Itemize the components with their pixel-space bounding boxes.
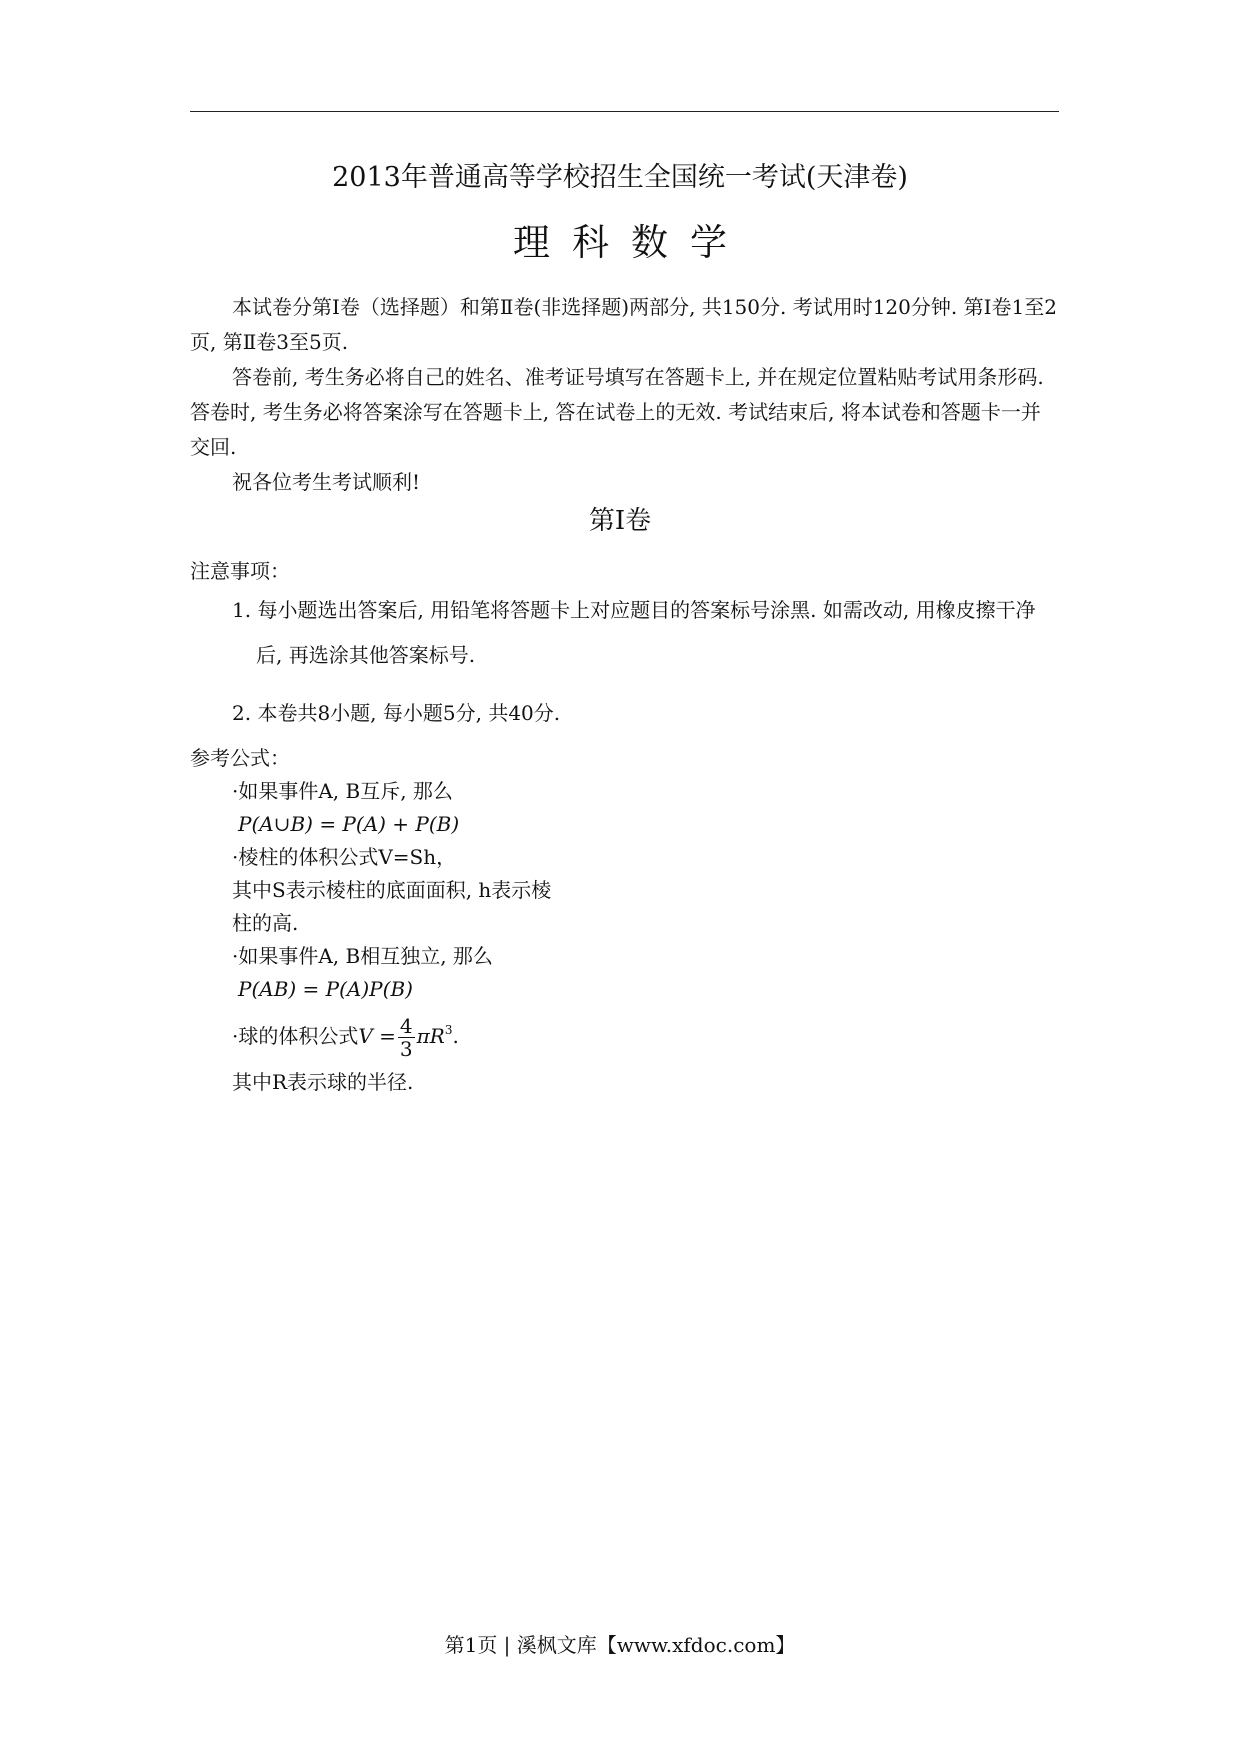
- formula-list: [232, 775, 652, 1099]
- intro-section: [190, 290, 1060, 500]
- sphere-fraction-denominator: 3: [399, 1037, 413, 1061]
- mutex-formula: P(A∪B) = P(A) + P(B): [238, 812, 460, 836]
- independence-intro: ·如果事件A, B相互独立, 那么: [232, 944, 493, 968]
- prism-note-line-1: 其中S表示棱柱的底面面积, h表示棱: [232, 878, 552, 902]
- sphere-fraction: [398, 1015, 415, 1060]
- exam-title: 2013年普通高等学校招生全国统一考试(天津卷): [332, 162, 908, 193]
- prism-note-line-2: 柱的高.: [232, 911, 299, 935]
- sphere-fraction-numerator: 4: [399, 1014, 413, 1038]
- page-footer: 第1页 | 溪枫文库【www.xfdoc.com】: [444, 1633, 796, 1657]
- sphere-note: 其中R表示球的半径.: [232, 1070, 414, 1094]
- intro-paragraph-1: 本试卷分第Ⅰ卷（选择题）和第Ⅱ卷(非选择题)两部分, 共150分. 考试用时120分钟. 第Ⅰ卷1至2页, 第Ⅱ卷3至5页.: [190, 295, 1057, 354]
- formula-heading: 参考公式：: [190, 746, 290, 770]
- sphere-end: .: [452, 1024, 459, 1048]
- sphere-formula-line: [232, 1014, 652, 1060]
- prism-intro: ·棱柱的体积公式V=Sh，: [232, 845, 457, 869]
- sphere-exponent: 3: [444, 1023, 453, 1037]
- note-item-1: 1. 每小题选出答案后, 用铅笔将答题卡上对应题目的答案标号涂黑. 如需改动, 用橡皮擦干净后, 再选涂其他答案标号.: [232, 598, 1036, 667]
- mutex-intro: ·如果事件A, B互斥, 那么: [232, 779, 453, 803]
- header-rule: [190, 111, 1059, 112]
- sphere-rhs: πR: [416, 1024, 445, 1048]
- independence-formula: P(AB) = P(A)P(B): [238, 977, 413, 1001]
- intro-paragraph-3: 祝各位考生考试顺利!: [232, 470, 421, 494]
- subject-title: 理科数学: [513, 221, 749, 264]
- intro-paragraph-2: 答卷前, 考生务必将自己的姓名、准考证号填写在答题卡上, 并在规定位置粘贴考试用条形码. 答卷时, 考生务必将答案涂写在答题卡上, 答在试卷上的无效. 考试结束后, 将本试卷和答题卡一并交回.: [190, 365, 1044, 459]
- notes-heading: 注意事项：: [190, 559, 290, 583]
- notes-list: [232, 588, 1060, 749]
- sphere-lhs: V =: [358, 1024, 396, 1048]
- sphere-prefix: ·球的体积公式: [232, 1024, 359, 1048]
- note-item-2: 2. 本卷共8小题, 每小题5分, 共40分.: [232, 701, 561, 725]
- section-heading: 第Ⅰ卷: [588, 506, 652, 536]
